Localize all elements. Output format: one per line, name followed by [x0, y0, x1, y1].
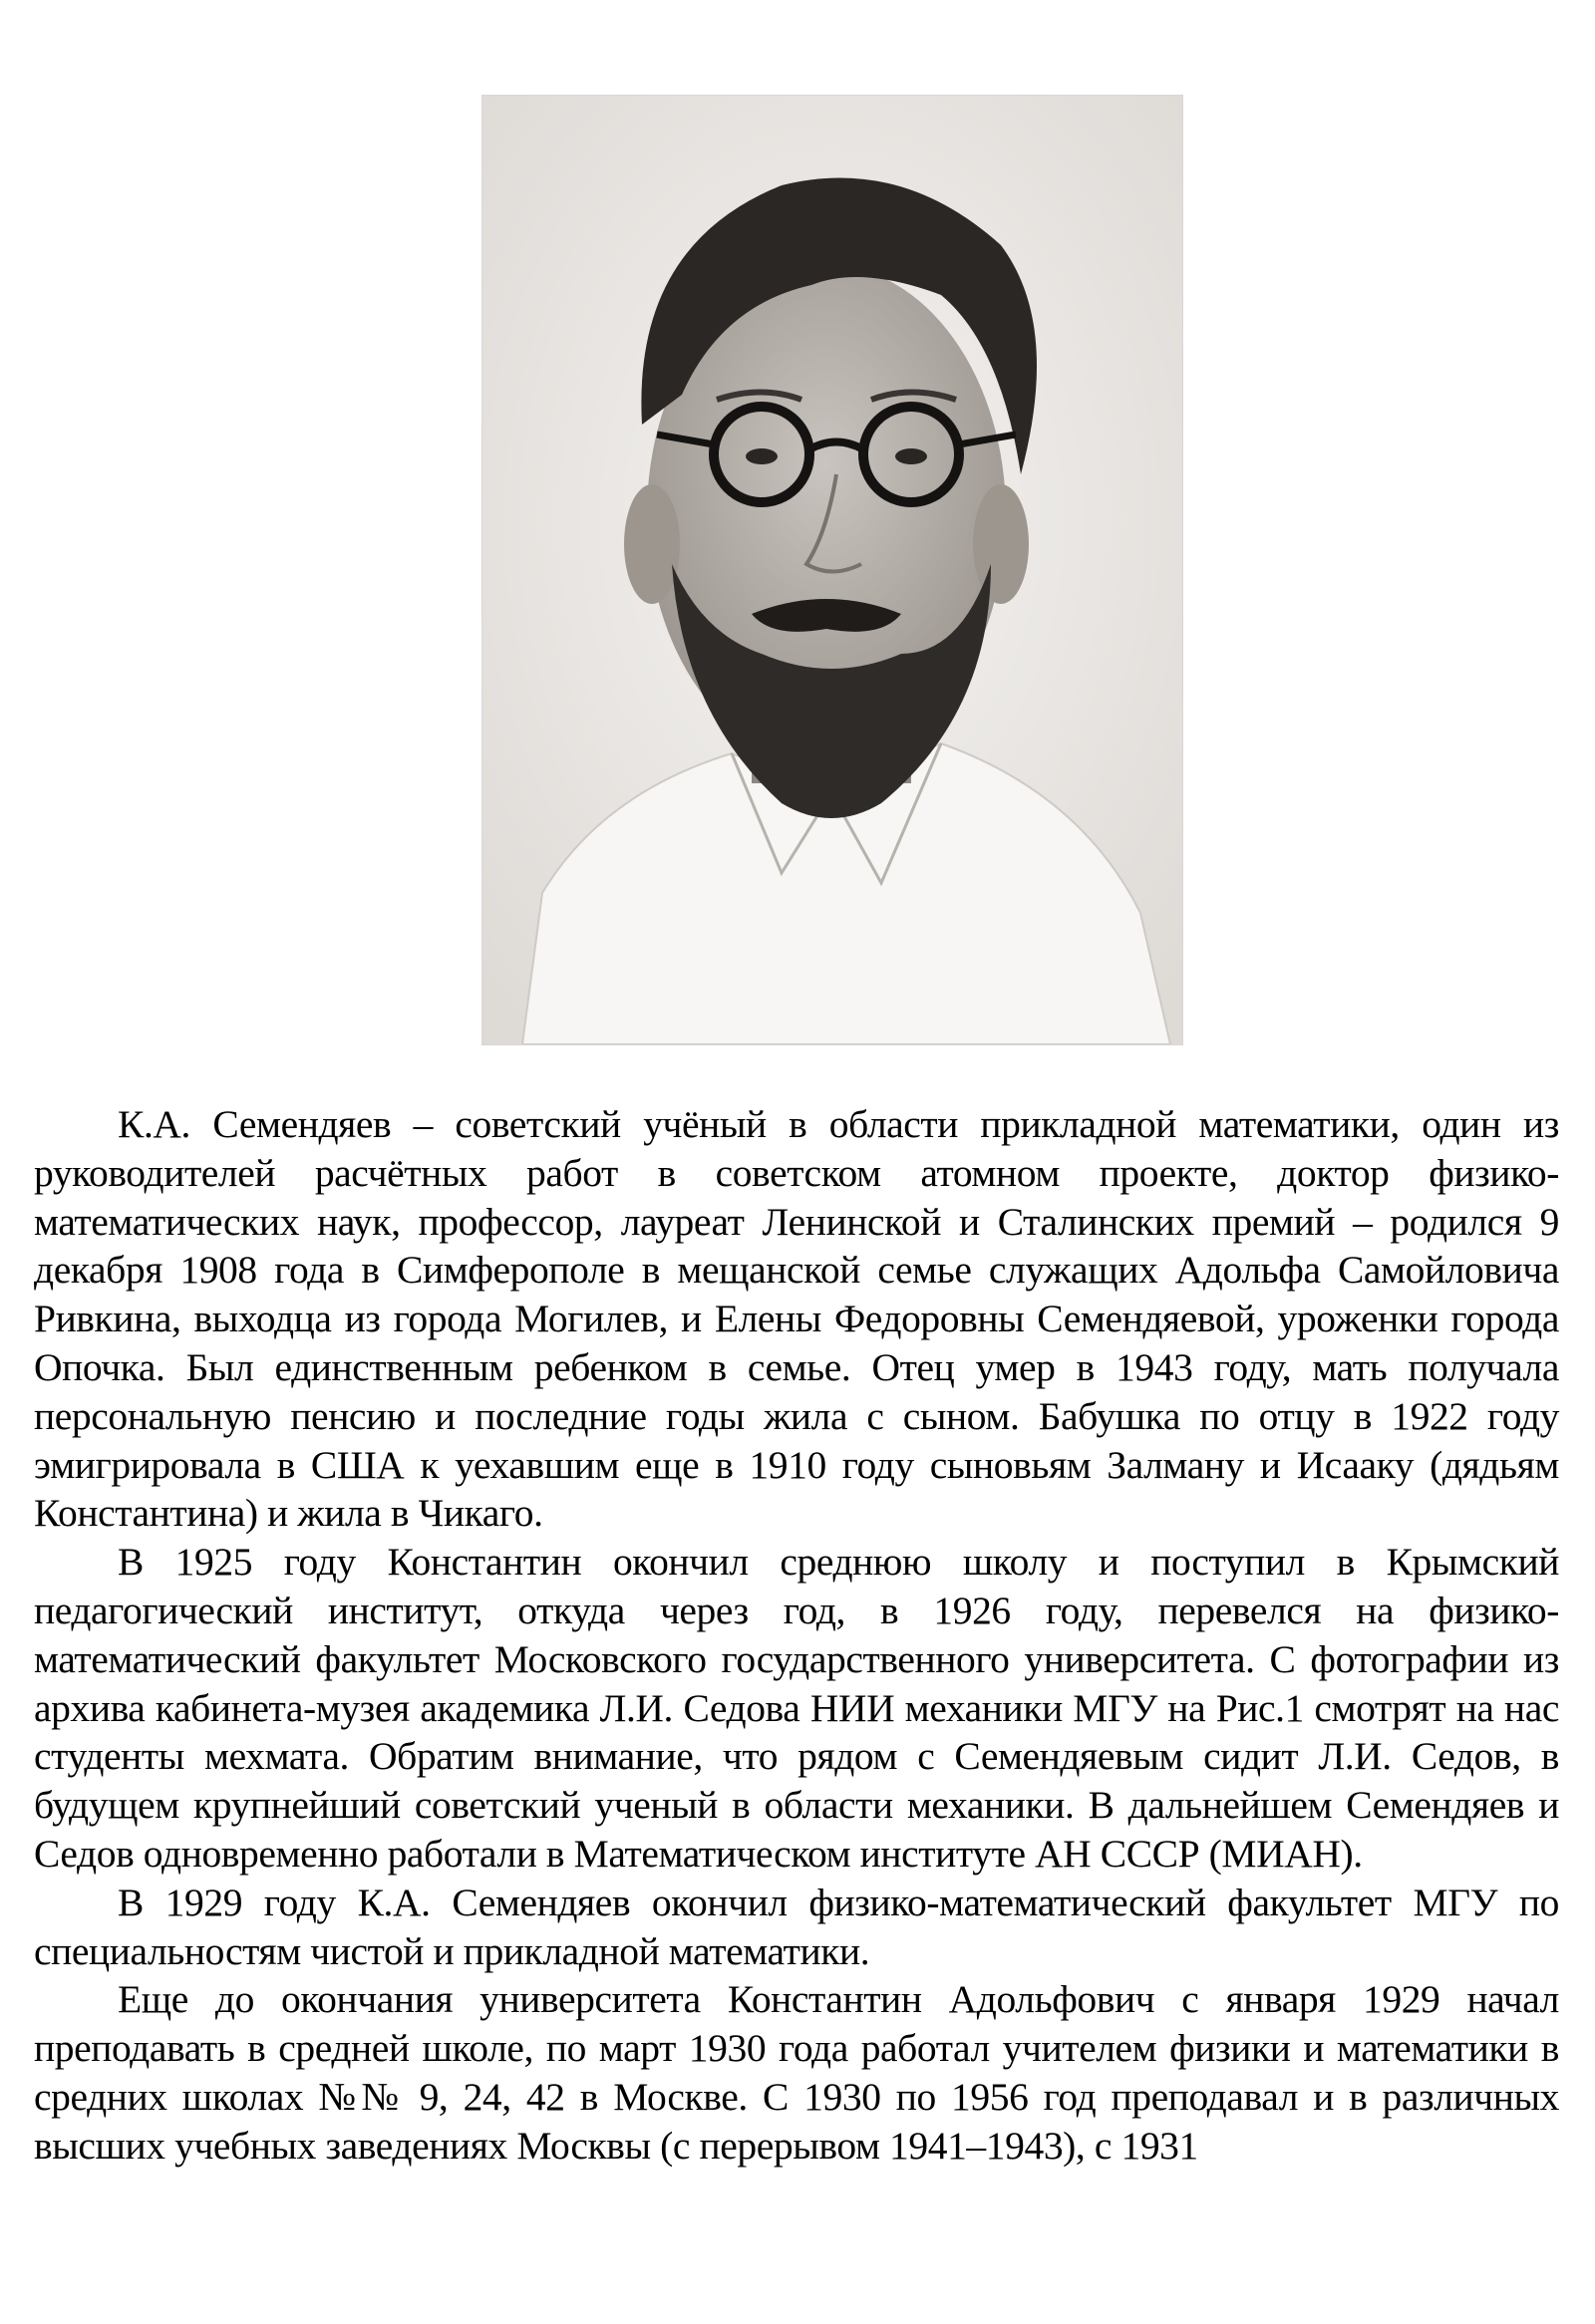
paragraph-1: К.А. Семендяев – советский учёный в области прикладной математики, один из руководителей расчётных работ в советском атомном проекте, доктор физико-математических наук, профессор, лауреат Ленинской и Сталинских премий – родился 9 декабря 1908 года в Симферополе в мещанской семье служащих Адольфа Самойловича Ривкина, выходца из города Могилев, и Елены Федоровны Семендяевой, уроженки города Опочка. Был единственным ребенком в семье. Отец умер в 1943 году, мать получала персональную пенсию и последние годы жила с сыном. Бабушка по отцу в 1922 году эмигрировала в США к уехавшим еще в 1910 году сыновьям Залману и Исааку (дядьям Константина) и жила в Чикаго.: [34, 1102, 1559, 1536]
paragraph-2: В 1925 году Константин окончил среднюю школу и поступил в Крымский педагогический институт, откуда через год, в 1926 году, перевелся на физико-математический факультет Московского государственного университета. С фотографии из архива кабинета-музея академика Л.И. Седова НИИ механики МГУ на Рис.1 смотрят на нас студенты мехмата. Обратим внимание, что рядом с Семендяевым сидит Л.И. Седов, в будущем крупнейший советский ученый в области механики. В дальнейшем Семендяев и Седов одновременно работали в Математическом институте АН СССР (МИАН).: [34, 1540, 1559, 1876]
portrait-icon: [482, 96, 1182, 1044]
paragraph-3: В 1929 году К.А. Семендяев окончил физико-математический факультет МГУ по специальностям чистой и прикладной математики.: [34, 1880, 1559, 1973]
portrait-photo: [481, 95, 1183, 1045]
article-text: [34, 1100, 1559, 2171]
paragraph-4: Еще до окончания университета Константин Адольфович с января 1929 начал преподавать в средней школе, по март 1930 года работал учителем физики и математики в средних школах №№ 9, 24, 42 в Москве. С 1930 по 1956 год преподавал и в различных высших учебных заведениях Москвы (с перерывом 1941–1943), с 1931: [34, 1977, 1559, 2168]
